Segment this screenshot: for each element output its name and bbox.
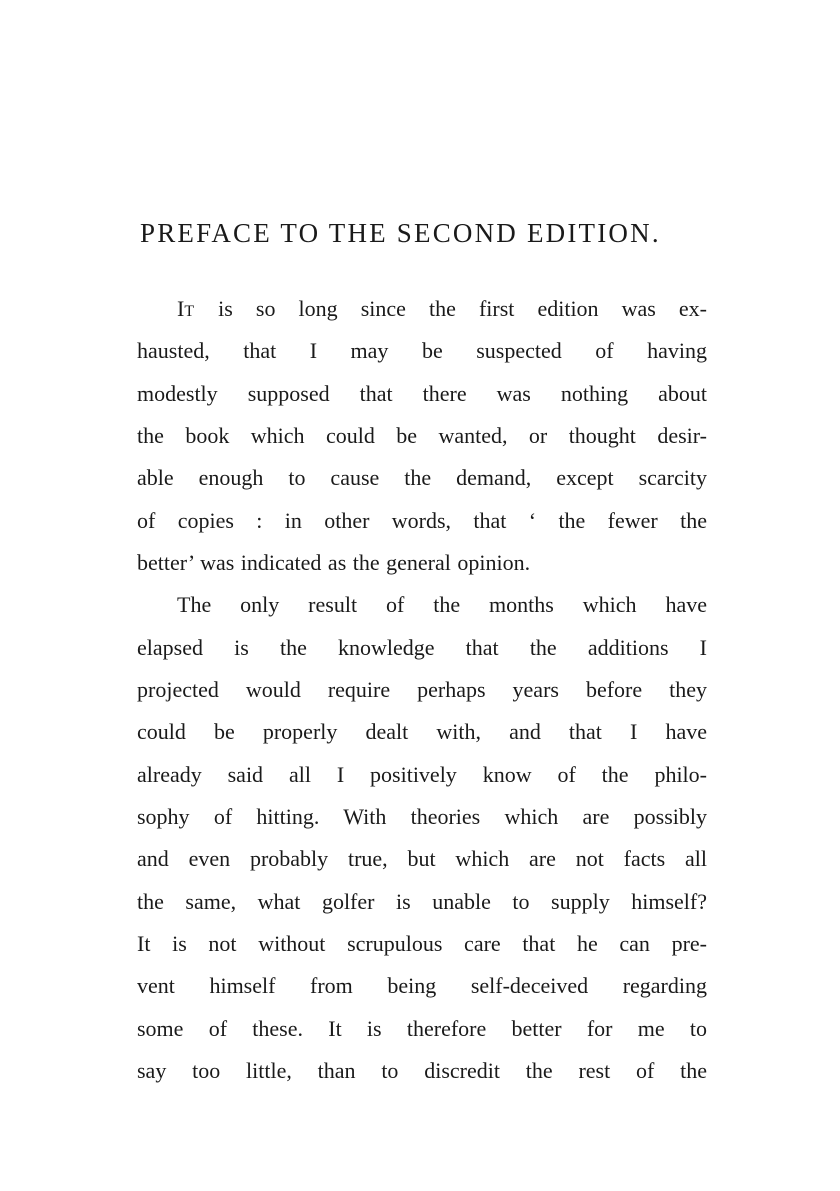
text-line: already said all I positively know of the philo- <box>137 762 707 787</box>
text-line: modestly supposed that there was nothing about <box>137 381 707 406</box>
text-line <box>177 294 707 324</box>
text-line: able enough to cause the demand, except scarcity <box>137 465 707 490</box>
text-line: projected would require perhaps years before they <box>137 677 707 702</box>
lead-initial: I <box>177 296 185 321</box>
text-line: the book which could be wanted, or thought desir- <box>137 423 707 448</box>
text-line: say too little, than to discredit the rest of the <box>137 1058 707 1083</box>
page-title: PREFACE TO THE SECOND EDITION. <box>140 218 661 248</box>
text-line: and even probably true, but which are not facts all <box>137 846 707 871</box>
text-line: The only result of the months which have <box>177 592 707 617</box>
text-line: better’ was indicated as the general opinion. <box>137 550 531 575</box>
text-line: It is not without scrupulous care that he can pre- <box>137 931 707 956</box>
text-line: sophy of hitting. With theories which are possibly <box>137 804 707 829</box>
text-line: could be properly dealt with, and that I have <box>137 719 707 744</box>
text-line: vent himself from being self-deceived regarding <box>137 973 707 998</box>
text-line-content: is so long since the first edition was ex- <box>195 296 707 321</box>
text-line: hausted, that I may be suspected of having <box>137 338 707 363</box>
text-line: some of these. It is therefore better for me to <box>137 1016 707 1041</box>
lead-smallcap: T <box>184 303 196 320</box>
text-line: of copies : in other words, that ‘ the fewer the <box>137 508 707 533</box>
text-line: the same, what golfer is unable to supply himself? <box>137 889 707 914</box>
text-line: elapsed is the knowledge that the additions I <box>137 635 707 660</box>
